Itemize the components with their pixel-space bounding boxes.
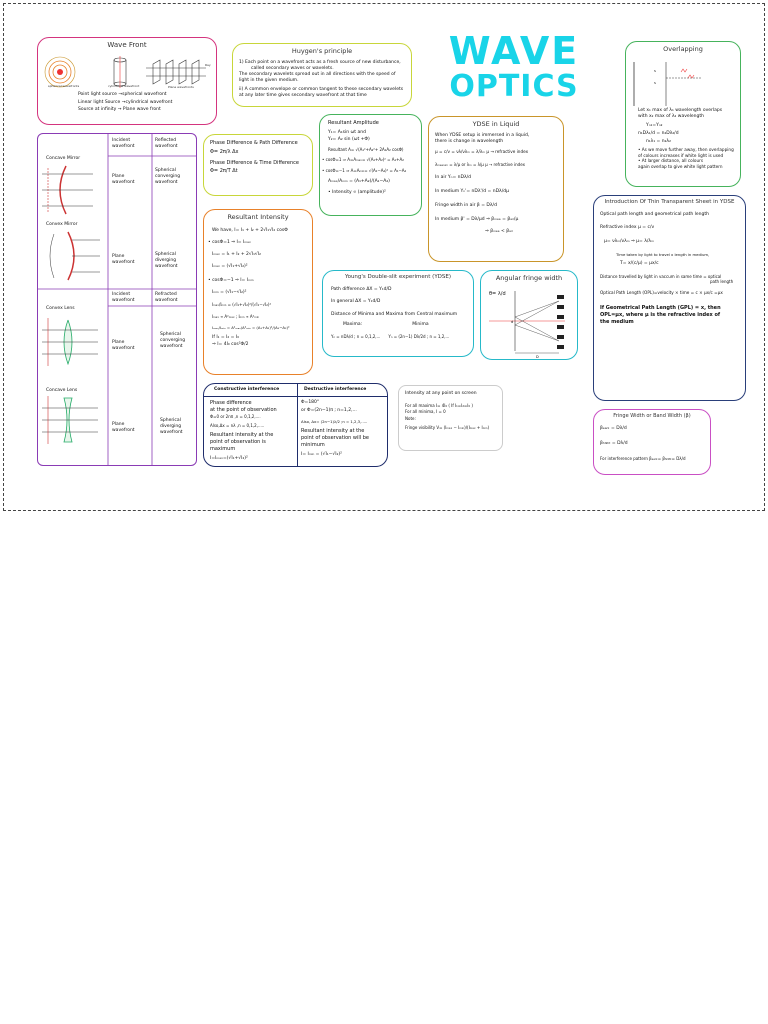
concave-lens-incident: Plane wavefront — [112, 422, 135, 434]
sheet-line-8: If Geometrical Path Length (GPL) = x, then — [600, 305, 721, 312]
concave-lens-result: Spherical diverging wavefront — [160, 418, 183, 436]
liq-line-3: λₘₑₔᵢᵤₘ = λ/μ or λₘ = λ/μ μ → refractive index — [435, 161, 525, 167]
con-line-3: Also,Δx = nλ ,n = 0,1,2,..... — [210, 422, 265, 428]
thin-sheet-box — [593, 195, 746, 401]
amp-line-4: • cosΦ=−1 ⇒ A=Aₘᵢₙ= √(A₁−A₂)² = A₁−A₂ — [322, 167, 407, 173]
int-line-7: Iₘₐₓ ∝ A²ₘₐₓ ; Iₘᵢₙ ∝ A²ₘᵢₙ — [212, 313, 259, 319]
angular-d-label: d — [511, 320, 514, 324]
overlap-line-8: again overlap to give white light pattern — [638, 164, 723, 170]
wavefront-box — [37, 37, 217, 125]
amp-line-2: Resultant A= √(A₁²+A₂²+ 2A₁A₂ cosΦ) — [328, 146, 404, 152]
ip-line-0: For all maxima I= 4I₀ ( If I₁=I₂=I₀ ) — [405, 403, 473, 409]
intensity-point-box — [398, 385, 503, 451]
ydse-minima-label: Minima — [412, 321, 429, 327]
refract-h-refracted: Refracted wavefront — [155, 292, 178, 304]
convex-lens-label: Convex Lens — [46, 306, 75, 311]
fringe-line-2: For interference pattern βₑₐᵣₖ= βₕᵢ₉ₕₜ= Dλ/d — [600, 455, 686, 461]
cylindrical-label: cylindrical wavefront — [108, 84, 140, 89]
concave-mirror-icon — [42, 166, 93, 214]
int-line-0: We have, I= I₁ + I₂ + 2√I₁√I₂ cosΦ — [212, 227, 288, 233]
des-line-0: Φ=180° — [301, 400, 320, 405]
concave-mirror-result: Spherical converging wavefront — [155, 168, 181, 186]
wavefront-line-0: Point light source →spherical wavefront — [78, 92, 167, 98]
des-line-3: Resultant intensity at the — [301, 428, 365, 435]
huygens-line-6: at any later time gives secondary wavefront at that time — [239, 93, 367, 99]
amp-line-0: Y₁= A₁sin ωt and — [328, 129, 366, 135]
int-line-10: ⇒ I= 4I₀ cos²Φ/2 — [212, 342, 249, 348]
thin-sheet-title: Introduction Of Thin Transparent Sheet in YDSE — [604, 199, 735, 205]
svg-text:S: S — [654, 80, 656, 85]
sheet-line-2: μ= νλₘ/νλₘ ⇒ μ= λ/λₘ — [604, 238, 654, 244]
plane-label: Plane wavefronts — [168, 85, 194, 89]
spherical-label: spherical wavefronts — [48, 84, 80, 89]
overlapping-title: Overlapping — [663, 45, 703, 53]
overlap-line-0: Let x₁ max of λ₁ wavelength overlaps — [638, 107, 723, 113]
int-line-2: Iₘₐₓ = I₁ + I₂ + 2√I₁√I₂ — [212, 251, 261, 257]
title-wave: WAVE — [448, 29, 580, 73]
fringe-line-0: βₑₐᵣₖ = Dλ/d — [600, 425, 627, 431]
des-line-2: Also, Δx= (2n−1)λ/2 ;n = 1,2,3,..... — [301, 419, 368, 425]
huygens-line-0: 1) Each point on a wavefront acts as a fresh source of new disturbance, — [239, 59, 401, 65]
liq-line-7: In medium β' = Dλ/μd ⇒ βₘₑₔ = βₐᵢᵣ/μ — [435, 217, 519, 223]
ydse-maxima-formula: Yₙ = nDλ/d ; n = 0,1,2,... — [331, 333, 381, 339]
amp-line-1: Y₂= A₂ sin (ωt +Φ) — [328, 136, 370, 142]
concave-mirror-incident: Plane wavefront — [112, 174, 135, 186]
phase-box — [203, 134, 313, 196]
plane-wavefront-icon — [146, 60, 206, 84]
concave-lens-icon — [42, 396, 98, 444]
huygens-line-5: ii) A common envelope or common tangent to these secondary wavelets — [239, 87, 404, 93]
fringe-box — [593, 409, 711, 475]
ydse-line-0: Path difference ΔX = Y₁d/D — [331, 287, 392, 293]
con-line-6: maximum — [210, 445, 236, 452]
huygens-box — [232, 43, 412, 107]
con-line-4: Resultant intensity at the — [210, 432, 274, 439]
huygens-line-3: light in the given medium. — [239, 77, 299, 83]
des-line-1: or Φ=(2n−1)π ; n=1,2,... — [301, 408, 357, 414]
sheet-line-3: Time taken by light to travel x length in medium, — [616, 251, 710, 257]
con-line-5: point of observation is — [210, 439, 266, 446]
convex-mirror-incident: Plane wavefront — [112, 254, 135, 266]
ydse-minima-formula: Yₙ = (2n−1) Dλ/2d ; n = 1,2,... — [388, 333, 450, 339]
reflect-h-incident: Incident wavefront — [112, 138, 135, 150]
concave-lens-label: Concave Lens — [46, 388, 78, 393]
liq-line-6: Fringe width in air β = Dλ/d — [435, 203, 497, 209]
huygens-line-2: The secondary wavelets spread out in all directions with the speed of — [239, 71, 396, 77]
ydse-box — [322, 270, 474, 357]
liq-line-1: there is change in wavelength — [435, 138, 504, 144]
amp-line-5: Aₘₐₓ/Aₘᵢₙ = (A₁+A₂)/(A₁−A₂) — [328, 179, 390, 185]
ydse-line-1: In general ΔX = Y₁d/D — [331, 299, 381, 305]
sheet-line-9: OPL=μx, where μ is the refractive index of — [600, 312, 721, 318]
title-optics: OPTICS — [449, 69, 579, 104]
intensity-point-title: Intensity at any point on screen — [405, 391, 477, 396]
angular-diagram — [481, 281, 578, 360]
des-line-4: point of observation will be — [301, 435, 370, 441]
overlap-line-3: n₁Dλ₁/d = n₂Dλ₂/d — [638, 130, 679, 136]
amplitude-title: Resultant Amplitude — [328, 120, 379, 126]
destructive-header: Destructive interference — [304, 387, 367, 392]
overlap-line-6: of colours increases if white light is used — [638, 152, 724, 158]
intensity-title: Resultant Intensity — [227, 213, 289, 221]
ydse-liquid-title: YDSE in Liquid — [472, 120, 520, 128]
phase-title-2: Phase Difference & Time Difference — [210, 159, 299, 166]
ip-line-3: Fringe visibility V= (Iₘₐₓ − Iₘᵢₙ)/(Iₘₐₓ + Iₘᵢₙ) — [405, 425, 490, 431]
convex-lens-icon — [42, 318, 98, 366]
angular-D-label: D — [536, 355, 539, 359]
svg-text:S: S — [654, 68, 656, 73]
fringe-line-1: βₕᵢ₉ₕₜ = Dλ/d — [600, 440, 628, 446]
cheat-sheet — [3, 3, 765, 511]
main-title — [434, 29, 594, 104]
wavefront-diagram — [38, 54, 217, 88]
huygens-title: Huygen's principle — [291, 47, 353, 55]
amp-line-3: • cosΦ=1 ⇒ A=Aₘₐₓ= √(A₁+A₂)² = A₁+A₂ — [322, 157, 404, 163]
convex-lens-incident: Plane wavefront — [112, 340, 135, 352]
ip-line-1: For all minima, I = 0 — [405, 409, 446, 415]
concave-mirror-label: Concave Mirror — [46, 156, 81, 161]
sheet-line-5: Distance travelled by light in vaccum in same time = optical — [600, 273, 722, 279]
overlap-line-2: Yₙ₁=Yₙ₂ — [646, 122, 663, 128]
wavefront-line-1: Linear light Source →cylindrical wavefront — [78, 99, 173, 105]
overlapping-box — [625, 41, 741, 187]
interference-box — [203, 383, 388, 467]
int-line-9: If I₁ = I₂ = I₀ — [212, 335, 239, 341]
phase-title-1: Phase Difference & Path Difference — [210, 140, 298, 146]
int-line-6: Iₘₐₓ/Iₘᵢₙ = (√I₁+√I₂)²/(√I₁−√I₂)² — [212, 302, 272, 308]
ydse-title: Young's Double-slit experiment (YDSE) — [344, 274, 452, 280]
phase-formula-1: Φ= 2π/λ Δx — [210, 148, 239, 155]
phase-formula-2: Φ= 2π/T Δt — [210, 168, 238, 175]
overlapping-diagram — [626, 58, 741, 108]
constructive-header: Constructive interference — [214, 387, 280, 392]
wavefront-table-box — [37, 133, 197, 466]
sheet-line-4: T= x/(c/μ) = μx/c — [620, 260, 659, 266]
ydse-maxima-label: Maxima: — [343, 321, 363, 327]
wavefront-line-2: Source at infinity → Plane wave front — [78, 106, 161, 112]
int-line-8: Iₘₐₓ/Iₘᵢₙ = A²ₘₐₓ/A²ₘᵢₙ = (A₁+A₂)²/(A₁−A₂)² — [212, 324, 290, 330]
angular-formula: θ= λ/d — [489, 291, 506, 297]
liq-line-0: When YDSE setup is immersed in a liquid, — [435, 132, 530, 138]
liq-line-4: In air Yₙ= nDλ/d — [435, 174, 471, 180]
int-line-5: Iₘᵢₙ = (√I₁−√I₂)² — [212, 290, 247, 296]
sheet-line-1: Refractive index μ = c/v — [600, 225, 655, 231]
des-line-6: I= Iₘᵢₙ = (√I₁−√I₂)² — [301, 451, 342, 457]
con-line-7: I=Iₘₐₓ=(√I₁+√I₂)² — [210, 455, 248, 461]
con-line-1: at the point of observation — [210, 406, 277, 413]
int-line-1: • cosΦ=1 ⇒ I= Iₘₐₓ — [208, 239, 251, 245]
ydse-liquid-box — [428, 116, 564, 262]
sheet-line-6: path length — [710, 279, 734, 285]
wavefront-title: Wave Front — [107, 41, 147, 49]
con-line-2: Φ=0 or 2nπ ,n = 0,1,2,.... — [210, 413, 261, 419]
huygens-line-1: called secondary waves or wavelets. — [251, 65, 334, 71]
sheet-line-7: Optical Path Length (OPL)=velocity × time = c × μx/c =μx — [600, 289, 723, 295]
con-line-0: Phase difference — [210, 400, 252, 406]
refract-h-incident: Incident wavefront — [112, 292, 135, 304]
ydse-line-2: Distance of Minima and Maxima from Central maximum — [331, 311, 458, 317]
fringe-title: Fringe Width or Band Width (β) — [613, 413, 691, 419]
amplitude-box — [319, 114, 422, 216]
overlap-line-4: n₁λ₁ = n₂λ₂ — [646, 139, 671, 145]
liq-line-8: ⇒ βₘₑₔ < βₐᵢᵣ — [485, 229, 513, 235]
reflect-h-reflected: Reflected wavefront — [155, 138, 178, 150]
liq-line-2: μ = c/v = νλ/νλₘ = λ/λₘ μ → refractive index — [435, 148, 529, 154]
angular-title: Angular fringe width — [495, 274, 563, 282]
amp-line-6: • Intensity ∝ (amplitude)² — [328, 190, 386, 196]
int-line-3: Iₘₐₓ = (√I₁+√I₂)² — [212, 263, 248, 269]
spherical-wavefront-icon — [45, 57, 75, 87]
convex-mirror-icon — [50, 232, 100, 280]
ray-label: Ray — [205, 63, 211, 68]
sheet-line-10: the medium — [600, 318, 634, 325]
overlap-line-7: • At larger distance, all colours — [638, 158, 704, 164]
convex-mirror-label: Convex Mirror — [46, 222, 78, 227]
ip-line-2: Note: — [405, 415, 416, 421]
convex-lens-result: Spherical converging wavefront — [160, 332, 186, 350]
intensity-box — [203, 209, 313, 375]
int-line-4: • cosΦ=−1 ⇒ I= Iₘᵢₙ — [208, 278, 254, 284]
liq-line-5: In medium Yₙ'= nDλ'/d = nDλ/dμ — [435, 189, 509, 195]
convex-mirror-result: Spherical diverging wavefront — [155, 252, 178, 270]
angular-box — [480, 270, 578, 360]
overlap-line-5: • As we move further away, then overlapping — [638, 147, 734, 153]
sheet-line-0: Optical path length and geometrical path length — [600, 212, 709, 218]
des-line-5: minimum — [301, 441, 325, 448]
overlap-line-1: with x₂ max of λ₂ wavelength — [638, 113, 704, 119]
